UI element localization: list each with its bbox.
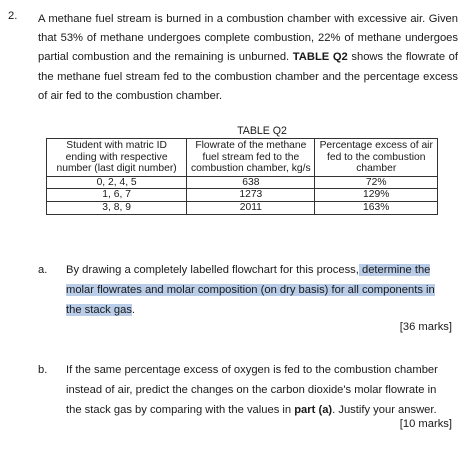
part-a-letter: a. <box>38 264 48 276</box>
table-row <box>47 201 438 214</box>
part-b-text-start: If the same percentage excess of oxygen is fed to the combustion chamber instead of air, predict the changes on the carbon dioxide's molar flowrate in the stack gas by comparing with the values in <box>66 364 438 416</box>
part-a-text-end: . <box>131 303 136 316</box>
question-number: 2. <box>8 10 18 22</box>
cell-flowrate: 1273 <box>187 189 315 202</box>
part-b-text-end: . Justify your answer. <box>332 403 437 416</box>
question-intro <box>38 10 458 106</box>
part-b-reference: part (a) <box>294 403 333 416</box>
cell-excess-air: 129% <box>315 189 438 202</box>
cell-flowrate: 638 <box>187 176 315 189</box>
data-table <box>46 138 438 215</box>
part-a-text <box>66 261 452 320</box>
part-a-plain-text: By drawing a completely labelled flowchart for this process, <box>66 264 359 276</box>
intro-text: A methane fuel stream is burned in a combustion chamber with excessive air. Given that 53% of methane undergoes complete combustion, 22% of methane undergoes partial combustion and the remaining is unburned. <box>38 13 458 64</box>
table-header-row <box>47 139 438 177</box>
cell-student-id: 0, 2, 4, 5 <box>47 176 187 189</box>
part-a-highlighted-text[interactable]: determine the molar flowrates and molar composition (on dry basis) for all components in the stack gas <box>66 264 435 316</box>
header-flowrate: Flowrate of the methane fuel stream fed to the combustion chamber, kg/s <box>187 139 315 177</box>
part-b-text <box>66 361 452 420</box>
header-excess-air: Percentage excess of air fed to the combustion chamber <box>315 139 438 177</box>
cell-excess-air: 163% <box>315 201 438 214</box>
intro-text-end: shows the flowrate of the methane fuel stream fed to the combustion chamber and the percentage excess of air fed to the combustion chamber. <box>38 51 458 102</box>
table-row <box>47 189 438 202</box>
part-a-marks: [36 marks] <box>399 321 452 333</box>
part-b-marks: [10 marks] <box>399 418 452 430</box>
table-title: TABLE Q2 <box>237 125 287 137</box>
cell-student-id: 3, 8, 9 <box>47 201 187 214</box>
cell-student-id: 1, 6, 7 <box>47 189 187 202</box>
cell-flowrate: 2011 <box>187 201 315 214</box>
cell-excess-air: 72% <box>315 176 438 189</box>
intro-table-reference: TABLE Q2 <box>292 51 348 64</box>
part-b-letter: b. <box>38 364 48 376</box>
header-student-id: Student with matric ID ending with respective number (last digit number) <box>47 139 187 177</box>
table-row <box>47 176 438 189</box>
